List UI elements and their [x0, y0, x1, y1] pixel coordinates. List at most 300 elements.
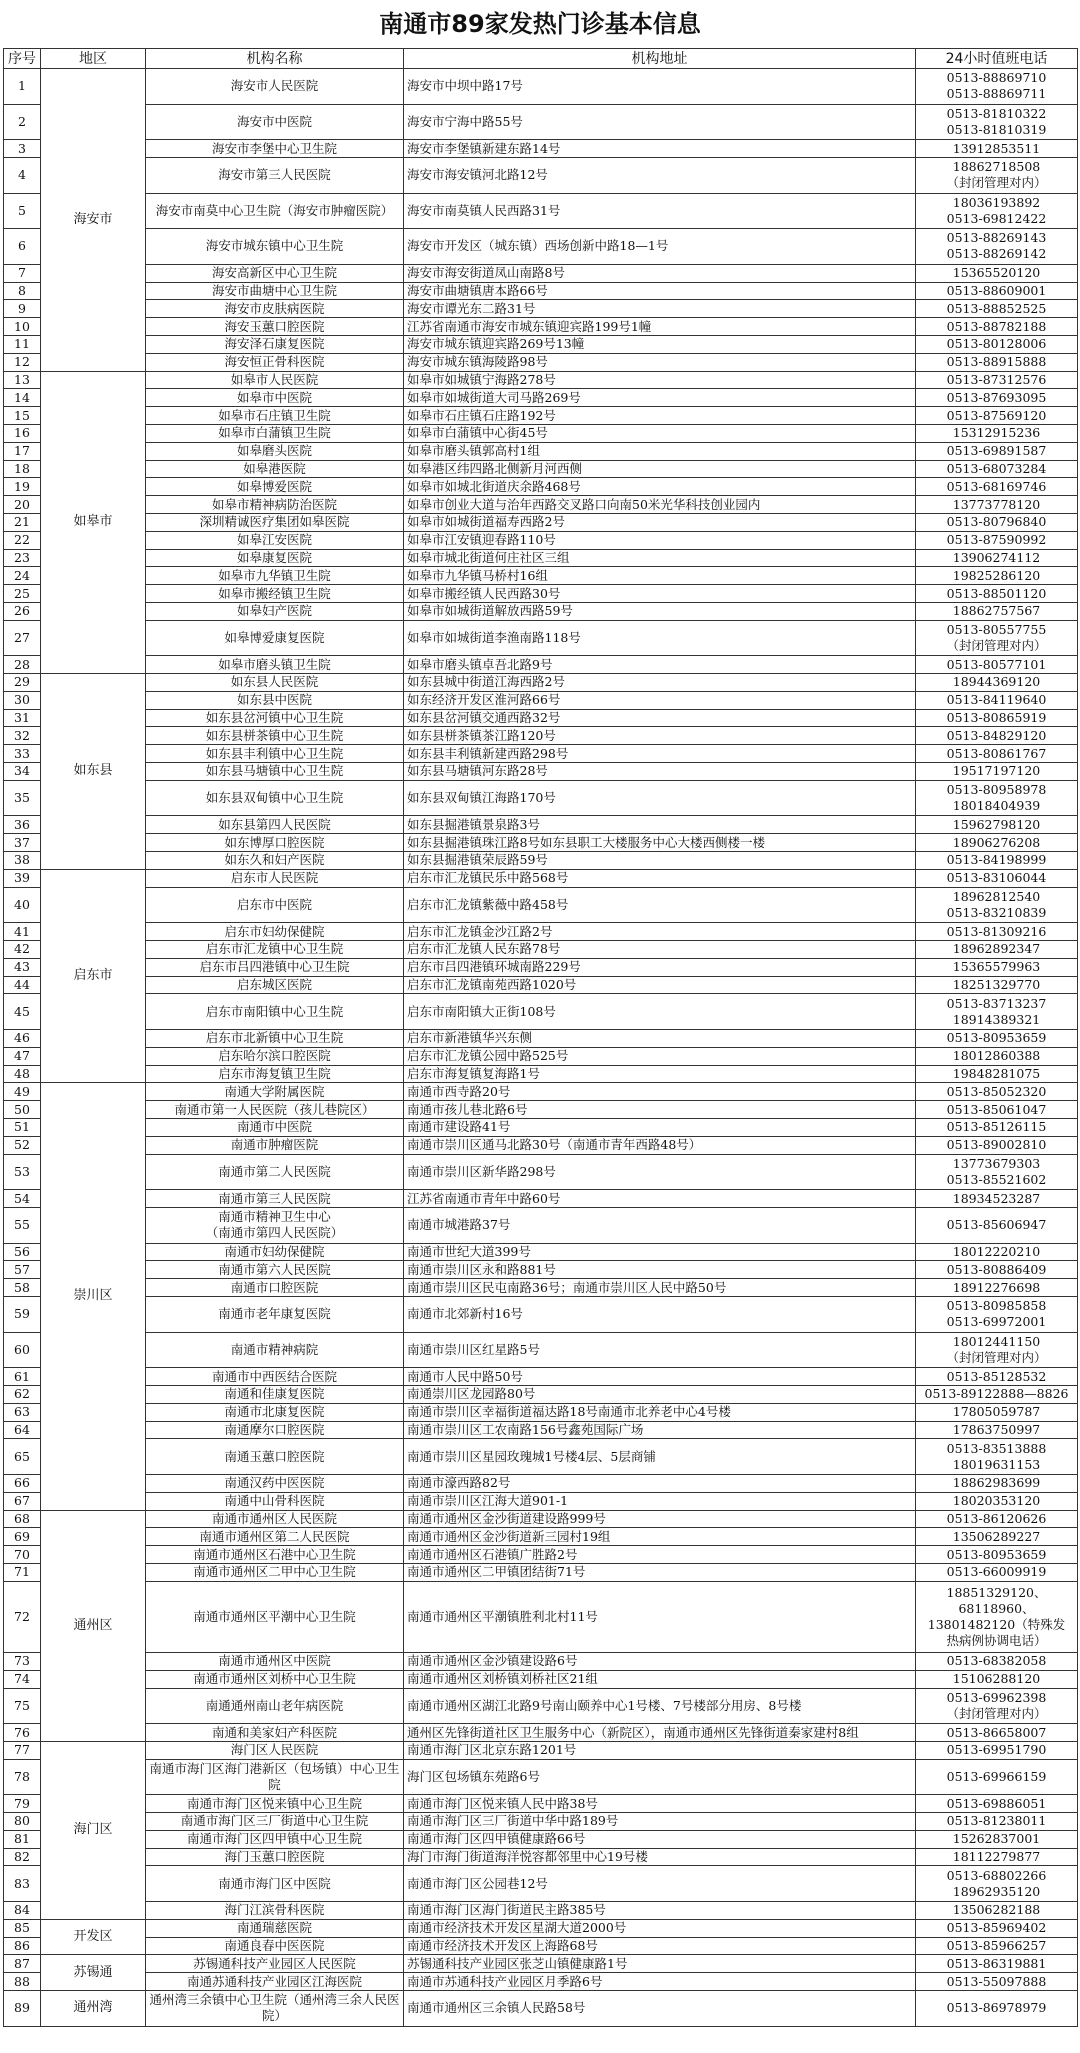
table-row: [4, 763, 1078, 781]
row-number: 89: [4, 1991, 41, 2027]
region-cell: 海安市: [41, 69, 146, 372]
table-row: [4, 958, 1078, 976]
institution-address: 南通市海门区海门街道民主路385号: [404, 1902, 916, 1920]
row-number: 24: [4, 567, 41, 585]
table-row: [4, 478, 1078, 496]
institution-name: 南通通州南山老年病医院: [146, 1688, 404, 1724]
institution-address: 海安市曲塘镇唐本路66号: [404, 282, 916, 300]
institution-name: 如东久和妇产医院: [146, 852, 404, 870]
institution-name: 海安市李堡中心卫生院: [146, 140, 404, 158]
header-region: 地区: [41, 49, 146, 69]
region-cell: 开发区: [41, 1919, 146, 1955]
duty-phone: 17805059787: [916, 1403, 1078, 1421]
institution-address: 南通市西寺路20号: [404, 1083, 916, 1101]
duty-phone: 0513-88852525: [916, 300, 1078, 318]
institution-name: 如东博厚口腔医院: [146, 834, 404, 852]
institution-name: 海门区人民医院: [146, 1741, 404, 1759]
table-row: [4, 1937, 1078, 1955]
duty-phone: 0513-68169746: [916, 478, 1078, 496]
table-row: [4, 229, 1078, 265]
table-row: [4, 620, 1078, 656]
duty-phone: 13773778120: [916, 496, 1078, 514]
duty-phone: 0513-83513888 18019631153: [916, 1439, 1078, 1475]
institution-address: 南通市崇川区工农南路156号鑫苑国际广场: [404, 1421, 916, 1439]
row-number: 87: [4, 1955, 41, 1973]
table-row: [4, 1581, 1078, 1652]
table-row: [4, 282, 1078, 300]
row-number: 58: [4, 1279, 41, 1297]
table-row: [4, 674, 1078, 692]
table-row: [4, 1047, 1078, 1065]
institution-name: 南通市精神病院: [146, 1332, 404, 1368]
duty-phone: 0513-84829120: [916, 727, 1078, 745]
duty-phone: 13912853511: [916, 140, 1078, 158]
institution-address: 启东市汇龙镇紫薇中路458号: [404, 887, 916, 923]
table-row: [4, 1528, 1078, 1546]
table-row: [4, 531, 1078, 549]
row-number: 37: [4, 834, 41, 852]
row-number: 72: [4, 1581, 41, 1652]
row-number: 60: [4, 1332, 41, 1368]
institution-name: 南通市海门区中医院: [146, 1866, 404, 1902]
row-number: 81: [4, 1830, 41, 1848]
duty-phone: 0513-85052320: [916, 1083, 1078, 1101]
institution-name: 海安玉蕙口腔医院: [146, 318, 404, 336]
row-number: 34: [4, 763, 41, 781]
row-number: 86: [4, 1937, 41, 1955]
institution-name: 启东市汇龙镇中心卫生院: [146, 941, 404, 959]
institution-name: 启东城区医院: [146, 976, 404, 994]
institution-name: 海安市人民医院: [146, 69, 404, 105]
table-row: [4, 1866, 1078, 1902]
institution-name: 如皋市白蒲镇卫生院: [146, 424, 404, 442]
table-row: [4, 140, 1078, 158]
institution-address: 如皋市石庄镇石庄路192号: [404, 407, 916, 425]
duty-phone: 0513-69966159: [916, 1759, 1078, 1795]
table-row: [4, 816, 1078, 834]
institution-name: 南通市通州区中医院: [146, 1652, 404, 1670]
table-row: [4, 1065, 1078, 1083]
row-number: 56: [4, 1243, 41, 1261]
table-row: [4, 1919, 1078, 1937]
institution-address: 海门市海门街道海洋悦容都邻里中心19号楼: [404, 1848, 916, 1866]
institution-name: 南通苏通科技产业园区江海医院: [146, 1973, 404, 1991]
institution-name: 南通市海门区三厂街道中心卫生院: [146, 1813, 404, 1831]
table-row: [4, 1848, 1078, 1866]
row-number: 54: [4, 1190, 41, 1208]
duty-phone: 0513-81810322 0513-81810319: [916, 104, 1078, 140]
duty-phone: 0513-84119640: [916, 691, 1078, 709]
header-name: 机构名称: [146, 49, 404, 69]
institution-address: 苏锡通科技产业园区张芝山镇健康路1号: [404, 1955, 916, 1973]
row-number: 50: [4, 1101, 41, 1119]
table-row: [4, 994, 1078, 1030]
header-address: 机构地址: [404, 49, 916, 69]
duty-phone: 18944369120: [916, 674, 1078, 692]
duty-phone: 0513-89002810: [916, 1136, 1078, 1154]
institution-name: 启东市海复镇卫生院: [146, 1065, 404, 1083]
institution-address: 南通市崇川区红星路5号: [404, 1332, 916, 1368]
institution-name: 南通市第一人民医院（孩儿巷院区）: [146, 1101, 404, 1119]
duty-phone: 0513-55097888: [916, 1973, 1078, 1991]
duty-phone: 0513-81309216: [916, 923, 1078, 941]
institution-address: 海安市宁海中路55号: [404, 104, 916, 140]
duty-phone: 0513-69886051: [916, 1795, 1078, 1813]
institution-name: 南通市海门区悦来镇中心卫生院: [146, 1795, 404, 1813]
table-row: [4, 1546, 1078, 1564]
institution-address: 如皋市如城街道大司马路269号: [404, 389, 916, 407]
row-number: 5: [4, 193, 41, 229]
institution-name: 南通市老年康复医院: [146, 1296, 404, 1332]
region-cell: 通州湾: [41, 1991, 146, 2027]
institution-address: 南通市海门区三厂街道中华中路189号: [404, 1813, 916, 1831]
row-number: 65: [4, 1439, 41, 1475]
duty-phone: 13506282188: [916, 1902, 1078, 1920]
institution-name: 苏锡通科技产业园区人民医院: [146, 1955, 404, 1973]
row-number: 73: [4, 1652, 41, 1670]
row-number: 28: [4, 656, 41, 674]
institution-name: 南通市通州区刘桥中心卫生院: [146, 1670, 404, 1688]
row-number: 67: [4, 1492, 41, 1510]
row-number: 52: [4, 1136, 41, 1154]
row-number: 31: [4, 709, 41, 727]
duty-phone: 18036193892 0513-69812422: [916, 193, 1078, 229]
duty-phone: 0513-86319881: [916, 1955, 1078, 1973]
duty-phone: 0513-84198999: [916, 852, 1078, 870]
row-number: 26: [4, 602, 41, 620]
institution-name: 如皋市人民医院: [146, 371, 404, 389]
institution-name: 如皋市磨头镇卫生院: [146, 656, 404, 674]
row-number: 70: [4, 1546, 41, 1564]
duty-phone: 0513-85966257: [916, 1937, 1078, 1955]
duty-phone: 15962798120: [916, 816, 1078, 834]
institution-name: 南通市第六人民医院: [146, 1261, 404, 1279]
institution-name: 启东哈尔滨口腔医院: [146, 1047, 404, 1065]
duty-phone: 0513-80985858 0513-69972001: [916, 1296, 1078, 1332]
table-row: [4, 1510, 1078, 1528]
institution-address: 南通市崇川区新华路298号: [404, 1154, 916, 1190]
table-row: [4, 549, 1078, 567]
duty-phone: 15106288120: [916, 1670, 1078, 1688]
duty-phone: 0513-87590992: [916, 531, 1078, 549]
institution-address: 海安市海安镇河北路12号: [404, 157, 916, 193]
duty-phone: 18012441150 （封闭管理对内）: [916, 1332, 1078, 1368]
duty-phone: 0513-80577101: [916, 656, 1078, 674]
row-number: 6: [4, 229, 41, 265]
region-cell: 如皋市: [41, 371, 146, 674]
institution-name: 南通市海门区海门港新区（包场镇）中心卫生院: [146, 1759, 404, 1795]
row-number: 39: [4, 869, 41, 887]
institution-address: 如皋市白蒲镇中心街45号: [404, 424, 916, 442]
table-row: [4, 1741, 1078, 1759]
table-row: [4, 193, 1078, 229]
institution-name: 启东市人民医院: [146, 869, 404, 887]
table-row: [4, 1759, 1078, 1795]
row-number: 40: [4, 887, 41, 923]
institution-address: 启东市汇龙镇民乐中路568号: [404, 869, 916, 887]
row-number: 35: [4, 780, 41, 816]
duty-phone: 0513-86120626: [916, 1510, 1078, 1528]
institution-address: 南通市海门区北京东路1201号: [404, 1741, 916, 1759]
institution-address: 如皋市九华镇马桥村16组: [404, 567, 916, 585]
institution-address: 如皋市搬经镇人民西路30号: [404, 585, 916, 603]
row-number: 20: [4, 496, 41, 514]
institution-address: 如东县双甸镇江海路170号: [404, 780, 916, 816]
institution-name: 南通市海门区四甲镇中心卫生院: [146, 1830, 404, 1848]
row-number: 13: [4, 371, 41, 389]
table-row: [4, 1030, 1078, 1048]
table-row: [4, 1439, 1078, 1475]
table-row: [4, 567, 1078, 585]
institution-address: 南通市建设路41号: [404, 1119, 916, 1137]
institution-address: 启东市汇龙镇金沙江路2号: [404, 923, 916, 941]
row-number: 3: [4, 140, 41, 158]
table-row: [4, 1813, 1078, 1831]
header-no: 序号: [4, 49, 41, 69]
institution-address: 南通市濠西路82号: [404, 1474, 916, 1492]
institution-name: 如东县岔河镇中心卫生院: [146, 709, 404, 727]
institution-address: 南通市通州区金沙街道新三园村19组: [404, 1528, 916, 1546]
institution-address: 通州区先锋街道社区卫生服务中心（新院区），南通市通州区先锋街道秦家建村8组: [404, 1724, 916, 1742]
table-row: [4, 300, 1078, 318]
duty-phone: 19848281075: [916, 1065, 1078, 1083]
duty-phone: 0513-80865919: [916, 709, 1078, 727]
region-cell: 如东县: [41, 674, 146, 870]
row-number: 1: [4, 69, 41, 105]
duty-phone: 18862983699: [916, 1474, 1078, 1492]
institution-name: 南通和佳康复医院: [146, 1385, 404, 1403]
duty-phone: 18851329120、 68118960、 13801482120（特殊发 热病例协调电话）: [916, 1581, 1078, 1652]
institution-name: 深圳精诚医疗集团如皋医院: [146, 513, 404, 531]
duty-phone: 15312915236: [916, 424, 1078, 442]
institution-address: 如皋市如城北街道庆余路468号: [404, 478, 916, 496]
row-number: 42: [4, 941, 41, 959]
row-number: 76: [4, 1724, 41, 1742]
institution-address: 南通市海门区公园巷12号: [404, 1866, 916, 1902]
table-row: [4, 1296, 1078, 1332]
region-cell: 崇川区: [41, 1083, 146, 1510]
row-number: 80: [4, 1813, 41, 1831]
institution-address: 海安市城东镇迎宾路269号13幢: [404, 335, 916, 353]
table-row: [4, 496, 1078, 514]
institution-address: 如东县掘港镇荣辰路59号: [404, 852, 916, 870]
table-row: [4, 1563, 1078, 1581]
table-row: [4, 407, 1078, 425]
duty-phone: 0513-85969402: [916, 1919, 1078, 1937]
row-number: 63: [4, 1403, 41, 1421]
row-number: 53: [4, 1154, 41, 1190]
institution-name: 南通市通州区第二人民医院: [146, 1528, 404, 1546]
duty-phone: 0513-86978979: [916, 1991, 1078, 2027]
institution-name: 如东县双甸镇中心卫生院: [146, 780, 404, 816]
row-number: 47: [4, 1047, 41, 1065]
institution-address: 如东县丰利镇新建西路298号: [404, 745, 916, 763]
table-row: [4, 1136, 1078, 1154]
row-number: 32: [4, 727, 41, 745]
institution-name: 海门江滨骨科医院: [146, 1902, 404, 1920]
institution-name: 如皋市石庄镇卫生院: [146, 407, 404, 425]
duty-phone: 13773679303 0513-85521602: [916, 1154, 1078, 1190]
institution-name: 海安高新区中心卫生院: [146, 264, 404, 282]
institution-name: 南通市通州区人民医院: [146, 1510, 404, 1528]
duty-phone: 0513-80886409: [916, 1261, 1078, 1279]
row-number: 16: [4, 424, 41, 442]
table-row: [4, 389, 1078, 407]
institution-address: 南通市通州区湖江北路9号南山颐养中心1号楼、7号楼部分用房、8号楼: [404, 1688, 916, 1724]
row-number: 55: [4, 1208, 41, 1244]
institution-address: 海安市城东镇海陵路98号: [404, 353, 916, 371]
table-row: [4, 513, 1078, 531]
table-row: [4, 656, 1078, 674]
duty-phone: 0513-83106044: [916, 869, 1078, 887]
table-row: [4, 1368, 1078, 1386]
institution-address: 如皋市江安镇迎春路110号: [404, 531, 916, 549]
institution-address: 南通市通州区二甲镇团结街71号: [404, 1563, 916, 1581]
table-row: [4, 424, 1078, 442]
institution-name: 南通大学附属医院: [146, 1083, 404, 1101]
institution-name: 南通市第三人民医院: [146, 1190, 404, 1208]
institution-name: 海安市曲塘中心卫生院: [146, 282, 404, 300]
row-number: 85: [4, 1919, 41, 1937]
row-number: 61: [4, 1368, 41, 1386]
duty-phone: 18962812540 0513-83210839: [916, 887, 1078, 923]
institution-address: 如东经济开发区淮河路66号: [404, 691, 916, 709]
institution-name: 如皋市九华镇卫生院: [146, 567, 404, 585]
table-row: [4, 887, 1078, 923]
duty-phone: 0513-80128006: [916, 335, 1078, 353]
clinic-table: [3, 48, 1078, 2027]
table-row: [4, 1083, 1078, 1101]
institution-address: 南通市世纪大道399号: [404, 1243, 916, 1261]
table-row: [4, 1208, 1078, 1244]
row-number: 18: [4, 460, 41, 478]
row-number: 74: [4, 1670, 41, 1688]
duty-phone: 18862757567: [916, 602, 1078, 620]
institution-address: 南通市苏通科技产业园区月季路6号: [404, 1973, 916, 1991]
table-row: [4, 1119, 1078, 1137]
institution-name: 如皋磨头医院: [146, 442, 404, 460]
institution-name: 如皋博爱康复医院: [146, 620, 404, 656]
row-number: 44: [4, 976, 41, 994]
institution-address: 南通市崇川区通马北路30号（南通市青年西路48号）: [404, 1136, 916, 1154]
row-number: 41: [4, 923, 41, 941]
header-phone: 24小时值班电话: [916, 49, 1078, 69]
table-row: [4, 1902, 1078, 1920]
institution-name: 海安市中医院: [146, 104, 404, 140]
institution-address: 如皋市如城街道李渔南路118号: [404, 620, 916, 656]
row-number: 4: [4, 157, 41, 193]
row-number: 8: [4, 282, 41, 300]
institution-address: 启东市吕四港镇环城南路229号: [404, 958, 916, 976]
institution-name: 南通市通州区二甲中心卫生院: [146, 1563, 404, 1581]
institution-name: 如皋市搬经镇卫生院: [146, 585, 404, 603]
row-number: 48: [4, 1065, 41, 1083]
institution-name: 如皋博爱医院: [146, 478, 404, 496]
table-row: [4, 941, 1078, 959]
duty-phone: 18962892347: [916, 941, 1078, 959]
duty-phone: 19517197120: [916, 763, 1078, 781]
table-row: [4, 1492, 1078, 1510]
institution-name: 海安市第三人民医院: [146, 157, 404, 193]
table-row: [4, 335, 1078, 353]
table-row: [4, 1421, 1078, 1439]
institution-address: 如东县岔河镇交通西路32号: [404, 709, 916, 727]
duty-phone: 0513-85061047: [916, 1101, 1078, 1119]
region-cell: 苏锡通: [41, 1955, 146, 1991]
duty-phone: 0513-88269143 0513-88269142: [916, 229, 1078, 265]
institution-name: 如东县中医院: [146, 691, 404, 709]
table-body: [4, 69, 1078, 2027]
duty-phone: 18912276698: [916, 1279, 1078, 1297]
table-row: [4, 318, 1078, 336]
institution-address: 南通市通州区石港镇广胜路2号: [404, 1546, 916, 1564]
table-row: [4, 1403, 1078, 1421]
duty-phone: 15262837001: [916, 1830, 1078, 1848]
institution-address: 南通市北郊新村16号: [404, 1296, 916, 1332]
row-number: 75: [4, 1688, 41, 1724]
duty-phone: 15365579963: [916, 958, 1078, 976]
duty-phone: 0513-85126115: [916, 1119, 1078, 1137]
row-number: 71: [4, 1563, 41, 1581]
table-row: [4, 1688, 1078, 1724]
table-row: [4, 442, 1078, 460]
institution-address: 如皋市城北街道何庄社区三组: [404, 549, 916, 567]
duty-phone: 18012220210: [916, 1243, 1078, 1261]
institution-address: 南通市城港路37号: [404, 1208, 916, 1244]
institution-name: 如东县第四人民医院: [146, 816, 404, 834]
duty-phone: 18020353120: [916, 1492, 1078, 1510]
table-row: [4, 104, 1078, 140]
institution-name: 海安泽石康复医院: [146, 335, 404, 353]
institution-name: 南通市第二人民医院: [146, 1154, 404, 1190]
institution-address: 海安市中坝中路17号: [404, 69, 916, 105]
institution-address: 海安市开发区（城东镇）西场创新中路18—1号: [404, 229, 916, 265]
row-number: 57: [4, 1261, 41, 1279]
institution-name: 海安恒正骨科医院: [146, 353, 404, 371]
table-row: [4, 1670, 1078, 1688]
row-number: 51: [4, 1119, 41, 1137]
duty-phone: 18934523287: [916, 1190, 1078, 1208]
duty-phone: 0513-80796840: [916, 513, 1078, 531]
institution-address: 南通市经济技术开发区星湖大道2000号: [404, 1919, 916, 1937]
row-number: 11: [4, 335, 41, 353]
row-number: 12: [4, 353, 41, 371]
duty-phone: 0513-83713237 18914389321: [916, 994, 1078, 1030]
duty-phone: 0513-80958978 18018404939: [916, 780, 1078, 816]
institution-address: 如皋市如城街道福寿西路2号: [404, 513, 916, 531]
row-number: 38: [4, 852, 41, 870]
table-row: [4, 869, 1078, 887]
institution-name: 通州湾三余镇中心卫生院（通州湾三余人民医院）: [146, 1991, 404, 2027]
duty-phone: 0513-80861767: [916, 745, 1078, 763]
region-cell: 海门区: [41, 1741, 146, 1919]
row-number: 62: [4, 1385, 41, 1403]
institution-address: 南通市孩儿巷北路6号: [404, 1101, 916, 1119]
table-row: [4, 745, 1078, 763]
duty-phone: 0513-85606947: [916, 1208, 1078, 1244]
duty-phone: 0513-80953659: [916, 1030, 1078, 1048]
institution-address: 海安市海安街道凤山南路8号: [404, 264, 916, 282]
institution-address: 南通市通州区三余镇人民路58号: [404, 1991, 916, 2027]
row-number: 79: [4, 1795, 41, 1813]
institution-name: 如东县丰利镇中心卫生院: [146, 745, 404, 763]
duty-phone: 0513-69962398 （封闭管理对内）: [916, 1688, 1078, 1724]
institution-address: 启东市汇龙镇人民东路78号: [404, 941, 916, 959]
table-row: [4, 1652, 1078, 1670]
institution-address: 南通市崇川区江海大道901-1: [404, 1492, 916, 1510]
institution-name: 南通市通州区石港中心卫生院: [146, 1546, 404, 1564]
row-number: 82: [4, 1848, 41, 1866]
